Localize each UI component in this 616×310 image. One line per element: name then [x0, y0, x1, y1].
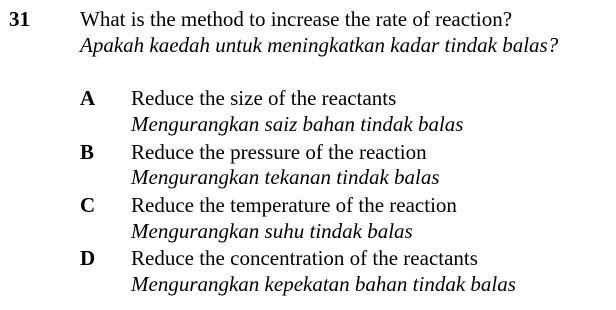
option-translation: Mengurangkan kepekatan bahan tindak balas	[131, 272, 516, 296]
question-stem-translation: Apakah kaedah untuk meningkatkan kadar tindak balas?	[80, 33, 559, 57]
option-text: Reduce the concentration of the reactants	[131, 246, 478, 270]
option-translation: Mengurangkan saiz bahan tindak balas	[131, 112, 464, 136]
question-stem: What is the method to increase the rate of reaction?	[80, 7, 513, 31]
option-translation: Mengurangkan suhu tindak balas	[131, 219, 413, 243]
option-translation: Mengurangkan tekanan tindak balas	[131, 165, 440, 189]
option-letter: C	[80, 193, 96, 217]
option-letter: D	[80, 246, 96, 270]
option-text: Reduce the pressure of the reaction	[131, 140, 427, 164]
option-text: Reduce the temperature of the reaction	[131, 193, 457, 217]
option-letter: A	[80, 86, 96, 110]
option-text: Reduce the size of the reactants	[131, 86, 397, 110]
question-number: 31	[9, 7, 30, 31]
option-letter: B	[80, 140, 95, 164]
